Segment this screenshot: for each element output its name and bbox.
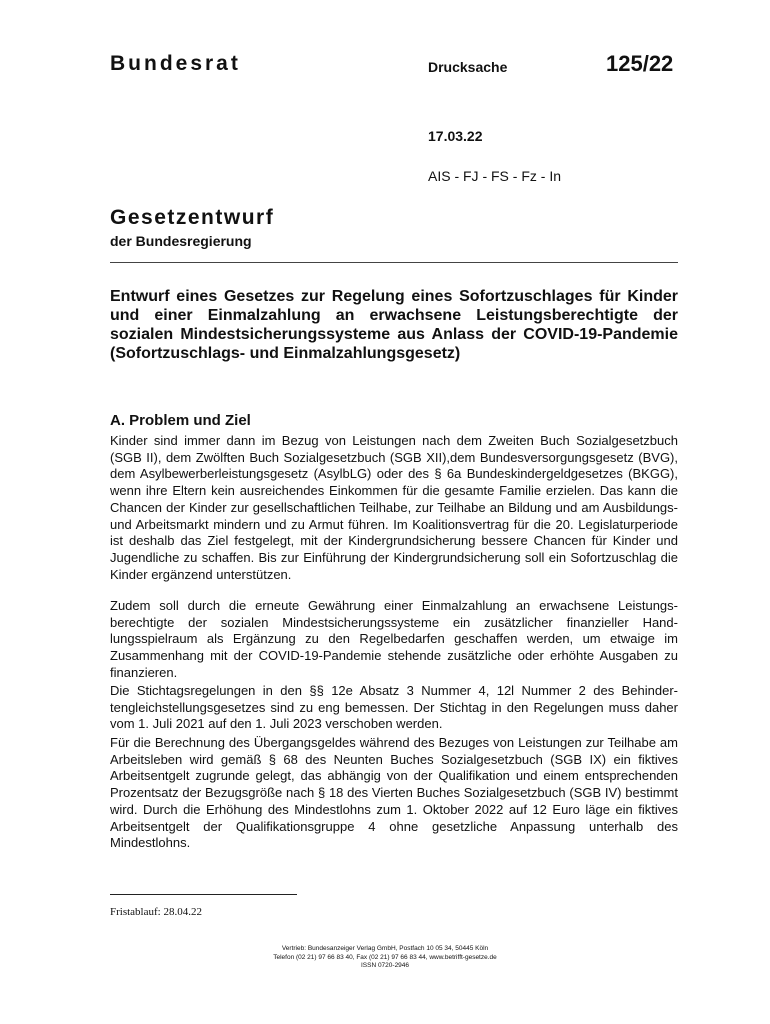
section-heading: A. Problem und Ziel bbox=[110, 412, 251, 429]
imprint-issn: ISSN 0720-2946 bbox=[360, 962, 410, 969]
document-type: Gesetzentwurf bbox=[110, 206, 275, 229]
footnote-divider bbox=[110, 894, 297, 895]
committee-list: AIS - FJ - FS - Fz - In bbox=[428, 168, 561, 184]
paragraph: Die Stichtagsregelungen in den §§ 12e Absatz 3 Nummer 4, 12l Nummer 2 des Behindertengleichstellungsgesetzes sind zu eng bemessen. Der Stichtag in den Regelungen muss daher vom 1. Juli 2021 auf den 1. Juli 2023 verschoben werden. bbox=[110, 683, 678, 732]
publisher-imprint bbox=[0, 945, 770, 971]
deadline-footnote: Fristablauf: 28.04.22 bbox=[110, 906, 202, 918]
document-number: 125/22 bbox=[606, 51, 674, 76]
paragraph: Für die Berechnung des Übergangsgeldes während des Bezuges von Leistungen zur Teilhabe am Arbeitsleben wird gemäß § 68 des Neunten Buches Sozialgesetzbuch (SGB IX) ein fiktives Arbeitsentgelt zugrunde gelegt, das abhängig von der Qualifikation und einem entsprechenden Prozentsatz der Bezugsgröße nach § 18 des Vierten Buches Sozialgesetzbuch (SGB IV) bestimmt wird. Durch die Erhöhung des Mindestlohns zum 1. Oktober 2022 auf 12 Euro läge ein fiktives Arbeitsentgelt der Qualifikationsgruppe 4 ohne gesetzliche Anpassung unterhalb des Mindestlohns. bbox=[110, 735, 678, 851]
header-divider bbox=[110, 262, 678, 263]
imprint-distribution: Vertrieb: Bundesanzeiger Verlag GmbH, Postfach 10 05 34, 50445 Köln bbox=[281, 945, 489, 952]
document-label: Drucksache bbox=[428, 59, 508, 75]
imprint-contact: Telefon (02 21) 97 66 83 40, Fax (02 21) 97 66 83 44, www.betrifft-gesetze.de bbox=[273, 953, 497, 961]
paragraph: Kinder sind immer dann im Bezug von Leistungen nach dem Zweiten Buch Sozialgesetzbuch (SGB II), dem Zwölften Buch Sozialgesetzbuch (SGB XII),dem Bundesversorgungsgesetz (BVG), dem Asylbewerberleistungsgesetz (AsylbLG) oder des § 6a Bundeskindergeldgesetzes (BKGG), wenn ihre Eltern kein ausreichendes Einkommen für die gesamte Familie erzielen. Das kann die Chancen der Kinder zur gesellschaftlichen Teilhabe, zur Teilhabe an Bildung und am Ausbildungs- und Arbeitsmarkt mindern und zu Armut führen. Im Koalitionsvertrag für die 20. Legislaturperiode ist deshalb das Ziel festgelegt, mit der Kindergrundsicherung bessere Chancen für Kinder und Jugendliche zu schaffen. Bis zur Einführung der Kindergrundsicherung soll ein Sofortzuschlag die Kinder ergänzend unterstützen. bbox=[110, 433, 678, 582]
law-title: Entwurf eines Gesetzes zur Regelung eines Sofortzuschlages für Kinder und einer Einmalzahlung an erwachsene Leistungsberechtigte der sozialen Mindestsicherungssysteme aus Anlass der COVID-19-Pandemie (Sofortzuschlags- und Einmalzahlungsgesetz) bbox=[110, 288, 678, 362]
document-issuer: der Bundesregierung bbox=[110, 233, 252, 249]
paragraph: Zudem soll durch die erneute Gewährung einer Einmalzahlung an erwachsene Leistungsberechtigte der sozialen Mindestsicherungssysteme ein zusätzlicher finanzieller Handlungsspielraum als Ergänzung zu den Regelbedarfen geschaffen werden, um etwaige im Zusammenhang mit der COVID-19-Pandemie stehende zusätzliche oder erhöhte Ausgaben zu finanzieren. bbox=[110, 598, 678, 680]
publisher-name: Bundesrat bbox=[110, 52, 241, 75]
document-date: 17.03.22 bbox=[428, 128, 483, 144]
